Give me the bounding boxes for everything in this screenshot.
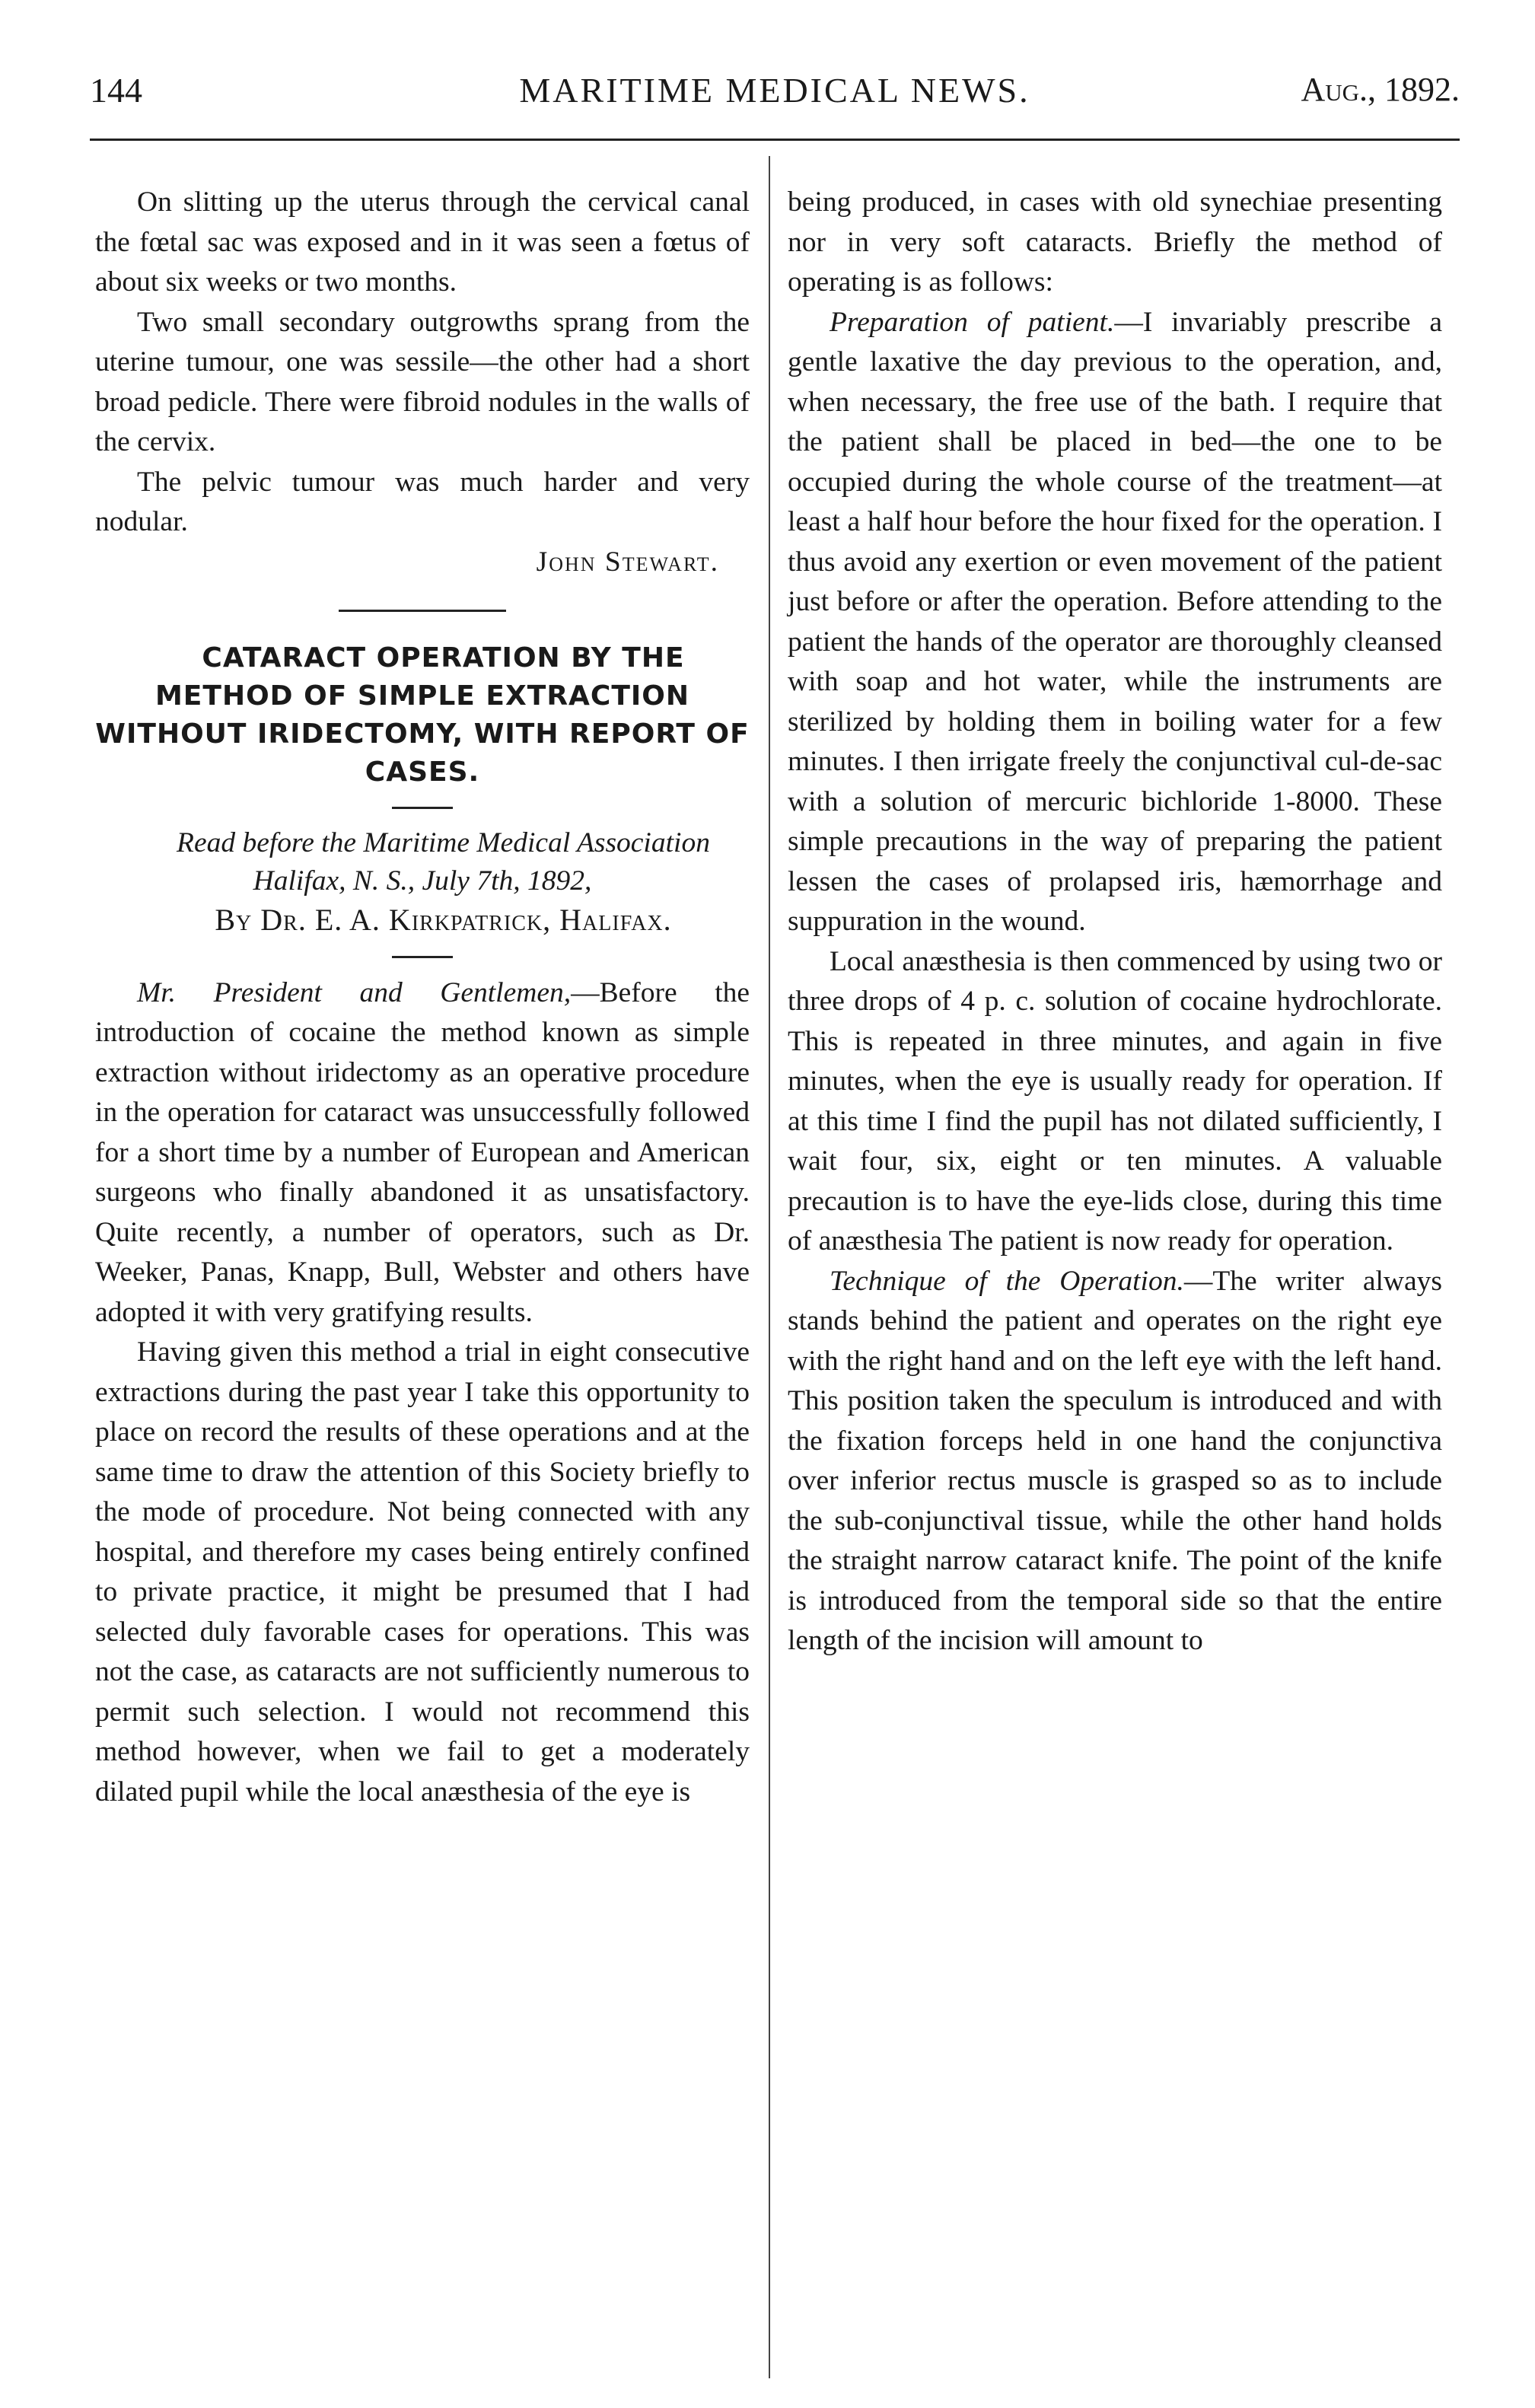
paragraph: being produced, in cases with old synechiae presenting nor in very soft cataracts. Briefly the method of operating is as follows: — [788, 186, 1442, 298]
section-rule — [339, 610, 506, 612]
issue-date: Aug., 1892. — [1301, 71, 1460, 108]
subheading: Technique of the Operation. — [830, 1265, 1184, 1297]
byline: By Dr. E. A. Kirkpatrick, Halifax. — [215, 903, 672, 937]
paragraph: Two small secondary outgrowths sprang from the uterine tumour, one was sessile—the other had a short broad pedicle. There were fibroid nodules in the walls of the cervix. — [95, 306, 750, 457]
paragraph — [95, 973, 750, 1333]
salutation: Mr. President and Gentlemen, — [137, 976, 572, 1008]
paragraph: Having given this method a trial in eight consecutive extractions during the past year I take this opportunity to place on record the results of these operations and at the same time to draw the attention of this Society briefly to the mode of procedure. Not being connected with any hospital, and therefore my cases being entirely confined to private practice, it might be presumed that I had selected duly favorable cases for operations. This was not the case, as cataracts are not sufficiently numerous to permit such selection. I would not recommend this method however, when we fail to get a moderately dilated pupil while the local anæsthesia of the eye is — [95, 1336, 750, 1808]
page-number: 144 — [90, 71, 142, 110]
article-title: CATARACT OPERATION BY THE METHOD OF SIMPLE EXTRACTION WITHOUT IRIDECTOMY, WITH REPORT OF CASES. — [95, 642, 750, 788]
byline-rule — [392, 956, 453, 958]
subheading: Preparation of patient. — [830, 306, 1115, 338]
author-signature: John Stewart. — [536, 546, 719, 578]
column-divider — [769, 156, 770, 2378]
paragraph-text: —I invariably prescribe a gentle laxative the day previous to the operation, and, when necessary, the free use of the bath. I require that the patient shall be placed in bed—the one to be occupied during the whole course of the treatment—at least a half hour before the hour fixed for the operation. I thus avoid any exertion or even movement of the patient just before or after the operation. Before attending to the patient the hands of the operator are thoroughly cleansed with soap and hot water, while the instruments are sterilized by holding them in boiling water for a few minutes. I then irrigate freely the conjunctival cul-de-sac with a solution of mercuric bichloride 1-8000. These simple precautions in the way of preparing the patient lessen the cases of prolapsed iris, hæmorrhage and suppuration in the wound. — [788, 306, 1442, 937]
left-column — [95, 183, 750, 1812]
paragraph-text: —The writer always stands behind the patient and operates on the right eye with the right hand and on the left eye with the left hand. This position taken the speculum is introduced and with the fixation forceps held in one hand the conjunctiva over inferior rectus muscle is grasped so as to include the sub-conjunctival tissue, while the other hand holds the straight narrow cataract knife. The point of the knife is introduced from the temporal side so that the entire length of the incision will amount to — [788, 1265, 1442, 1656]
title-rule — [392, 807, 453, 809]
right-column — [788, 183, 1442, 1661]
paragraph — [788, 303, 1442, 942]
journal-title: MARITIME MEDICAL NEWS. — [519, 71, 1030, 110]
header-rule — [90, 139, 1460, 141]
paragraph: The pelvic tumour was much harder and very nodular. — [95, 466, 750, 537]
paragraph-text: —Before the introduction of cocaine the method known as simple extraction without iridectomy as an operative procedure in the operation for cataract was unsuccessfully followed for a short time by a number of European and American surgeons who finally abandoned it as unsatisfactory. Quite recently, a number of operators, such as Dr. Weeker, Panas, Knapp, Bull, Webster and others have adopted it with very gratifying results. — [95, 976, 750, 1328]
running-header — [90, 70, 1460, 123]
paragraph — [788, 1262, 1442, 1661]
read-before-note: Read before the Maritime Medical Association Halifax, N. S., July 7th, 1892, — [177, 827, 710, 897]
paragraph: Local anæsthesia is then commenced by using two or three drops of 4 p. c. solution of cocaine hydrochlorate. This is repeated in three minutes, and again in five minutes, when the eye is usually ready for operation. If at this time I find the pupil has not dilated sufficiently, I wait four, six, eight or ten minutes. A valuable precaution is to have the eye-lids close, during this time of anæsthesia The patient is now ready for operation. — [788, 945, 1442, 1257]
paragraph: On slitting up the uterus through the cervical canal the fœtal sac was exposed and in it was seen a fœtus of about six weeks or two months. — [95, 186, 750, 298]
